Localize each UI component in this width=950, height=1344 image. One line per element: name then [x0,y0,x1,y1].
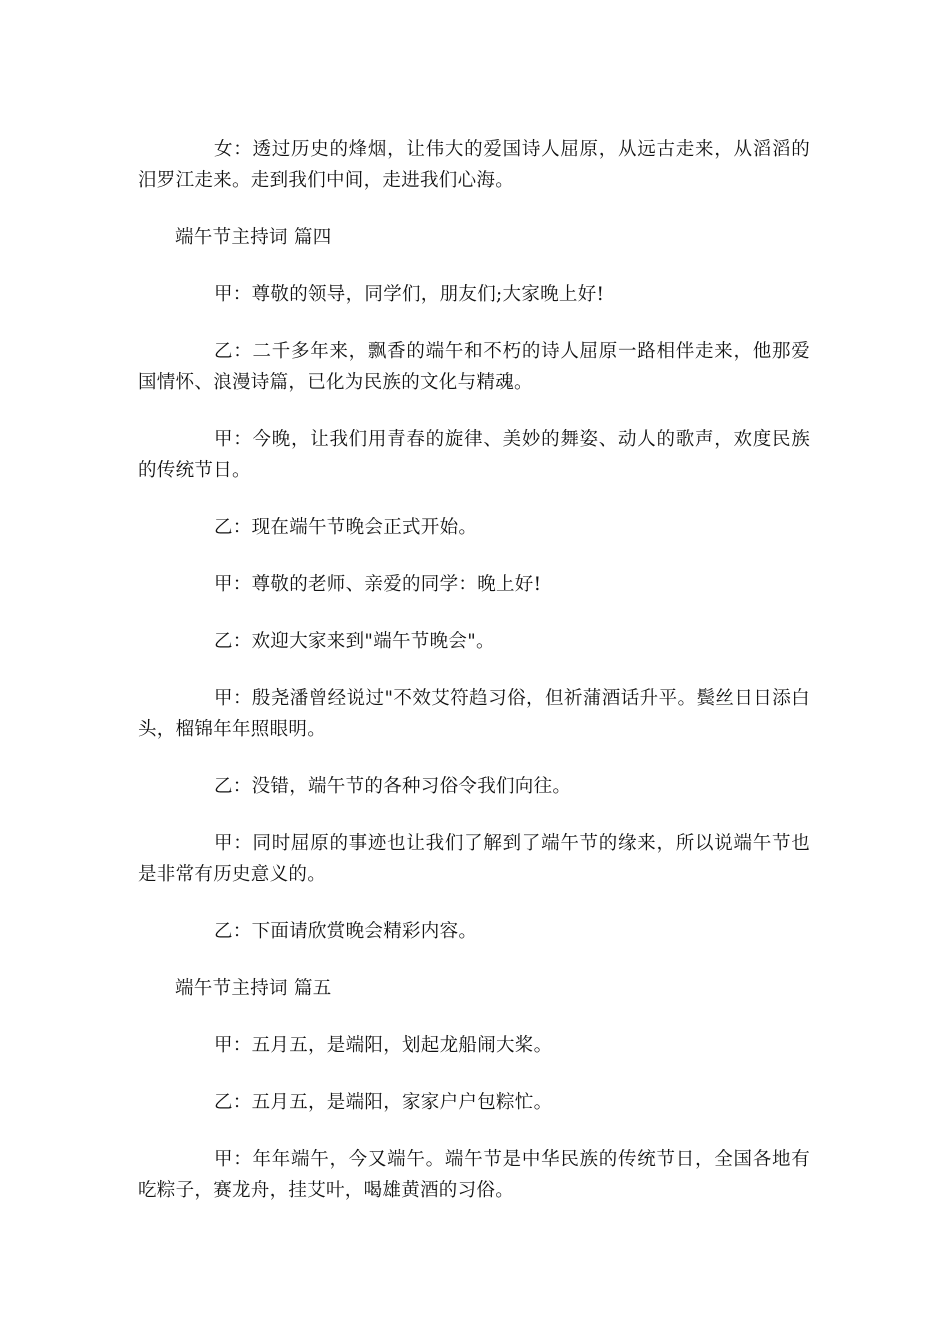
paragraph: 甲：尊敬的领导，同学们，朋友们;大家晚上好! [214,284,605,305]
paragraph: 乙：五月五，是端阳，家家户户包粽忙。 [214,1092,553,1113]
paragraph: 甲：年年端午，今又端午。端午节是中华民族的传统节日，全国各地有吃粽子，赛龙舟，挂艾叶，喝雄黄酒的习俗。 [138,1149,810,1201]
paragraph: 乙：二千多年来，飘香的端午和不朽的诗人屈原一路相伴走来，他那爱国情怀、浪漫诗篇，已化为民族的文化与精魂。 [138,341,810,393]
paragraph: 甲：五月五，是端阳，划起龙船闹大桨。 [214,1035,553,1056]
paragraph: 甲：尊敬的老师、亲爱的同学：晚上好! [214,574,542,595]
paragraph: 乙：欢迎大家来到"端午节晚会"。 [214,631,495,652]
paragraph: 甲：同时屈原的事迹也让我们了解到了端午节的缘来，所以说端午节也是非常有历史意义的。 [138,833,810,885]
section-heading: 端午节主持词 篇五 [175,978,332,999]
paragraph: 甲：今晚，让我们用青春的旋律、美妙的舞姿、动人的歌声，欢度民族的传统节日。 [138,429,810,481]
document-body [138,134,810,1232]
section-heading: 端午节主持词 篇四 [175,227,332,248]
paragraph: 乙：没错，端午节的各种习俗令我们向往。 [214,776,572,797]
paragraph: 甲：殷尧潘曾经说过"不效艾符趋习俗，但祈蒲酒话升平。鬓丝日日添白头，榴锦年年照眼明。 [138,688,810,740]
paragraph: 女：透过历史的烽烟，让伟大的爱国诗人屈原，从远古走来，从滔滔的汨罗江走来。走到我们中间，走进我们心海。 [138,139,810,191]
paragraph: 乙：下面请欣赏晚会精彩内容。 [214,921,478,942]
paragraph: 乙：现在端午节晚会正式开始。 [214,517,478,538]
